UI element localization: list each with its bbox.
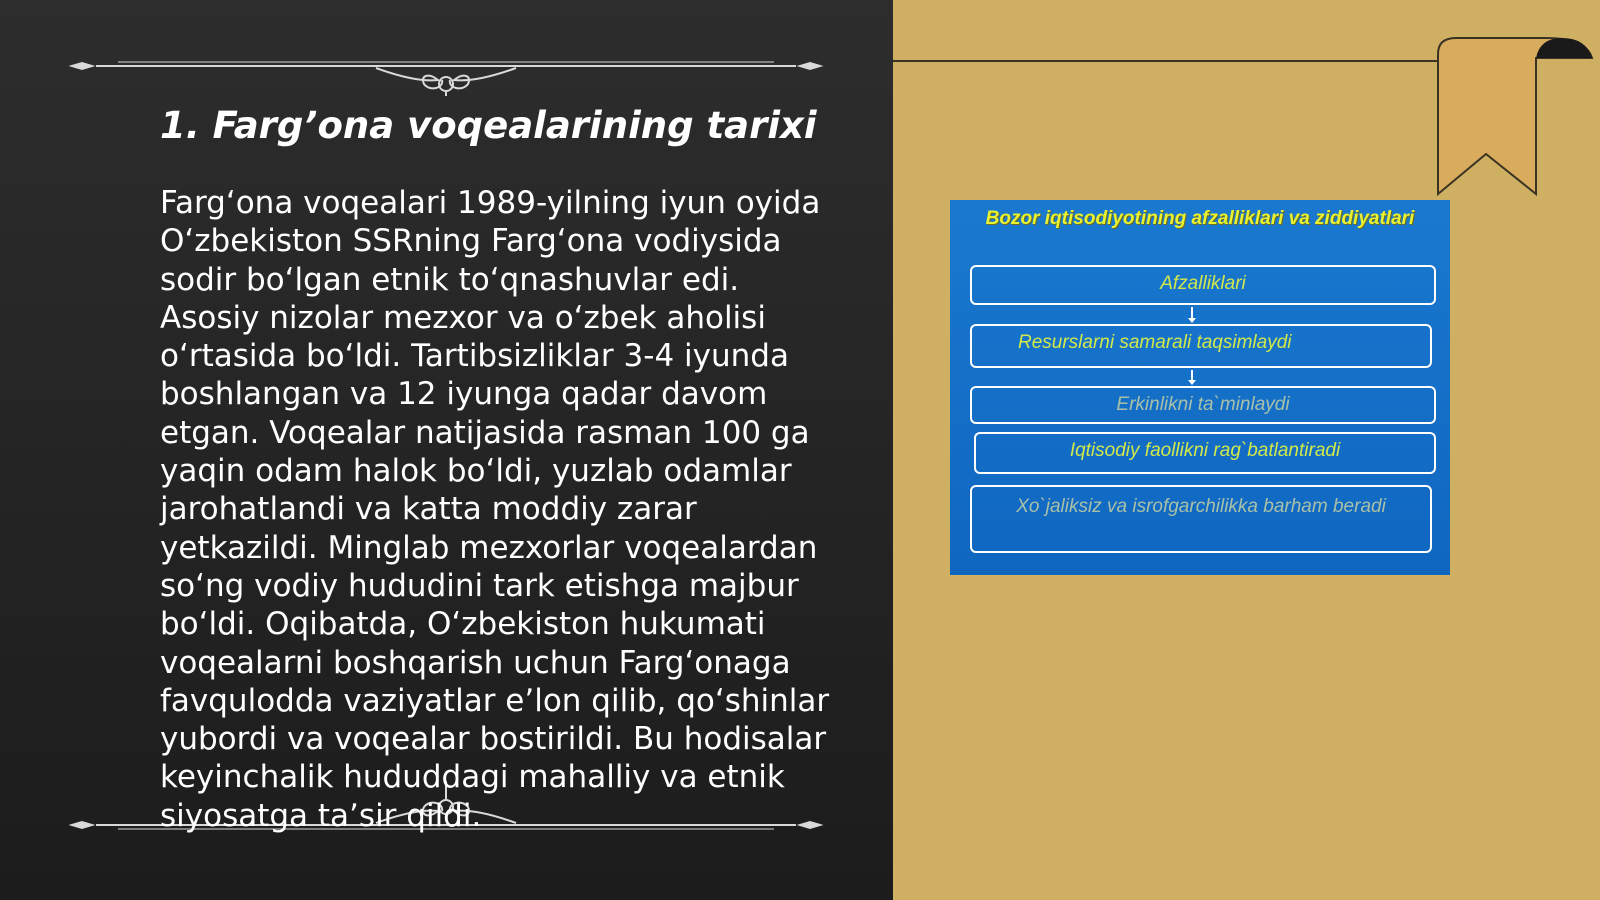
diagram-box-advantages: Afzalliklari [970,265,1436,305]
diagram-box-activity: Iqtisodiy faollikni rag`batlantiradi [974,432,1436,474]
slide-title: 1. Farg’ona voqealarining tarixi [160,104,817,147]
diagram-box-resources: Resurslarni samarali taqsimlaydi [970,324,1432,368]
diagram-title: Bozor iqtisodiyotining afzalliklari va ziddiyatlari [985,208,1415,229]
diagram-arrow-1 [1191,307,1193,319]
diagram-box-waste: Xo`jaliksiz va isrofgarchilikka barham beradi [970,485,1432,553]
slide-body-text: Farg‘ona voqealari 1989-yilning iyun oyida O‘zbekiston SSRning Farg‘ona vodiysida sodir bo‘lgan etnik to‘qnashuvlar edi. Asosiy nizolar mezxor va o‘zbek aholisi o‘rtasida bo‘ldi. Tartibsizliklar 3-4 iyunda boshlangan va 12 iyunga qadar davom etgan. Voqealar natijasida rasman 100 ga yaqin odam halok bo‘ldi, yuzlab odamlar jarohatlandi va katta moddiy zarar yetkazildi. Minglab mezxorlar voqealardan so‘ng vodiy hududini tark etishga majbur bo‘ldi. Oqibatda, O‘zbekiston hukumati voqealarni boshqarish uchun Farg‘onaga favqulodda vaziyatlar e’lon qilib, qo‘shinlar yubordi va voqealar bostirildi. Bu hodisalar keyinchalik hududdagi mahalliy va etnik siyosatga ta’sir qildi. [160,185,830,834]
top-rule [893,60,1438,62]
diagram-box-freedom: Erkinlikni ta`minlaydi [970,386,1436,424]
diagram-arrow-2 [1191,370,1193,381]
bookmark-ribbon-icon [1436,36,1600,198]
ornament-top-divider-icon [68,36,824,96]
diagram-image [950,200,1450,575]
